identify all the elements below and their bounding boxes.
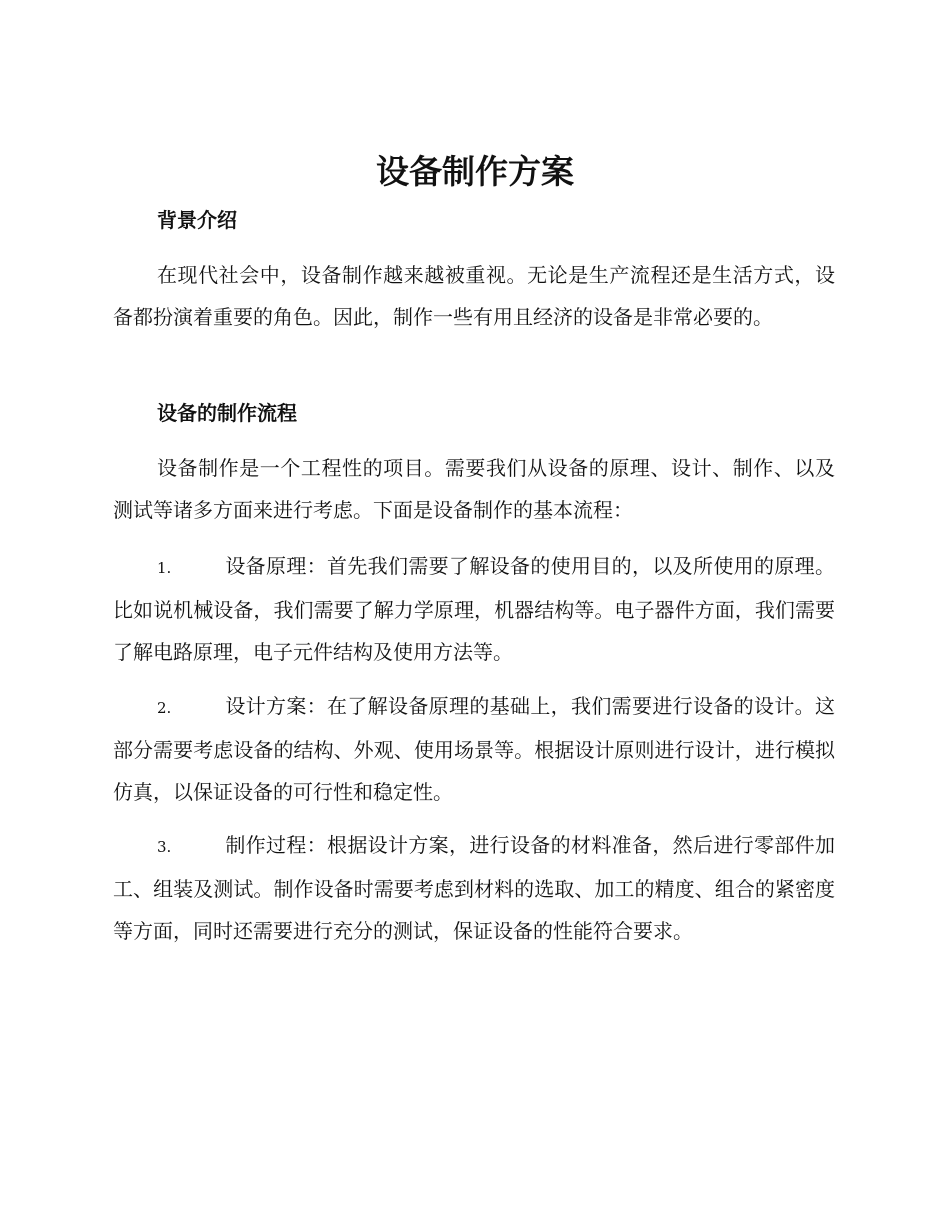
list-item	[113, 545, 835, 673]
paragraph-process-intro: 设备制作是一个工程性的项目。需要我们从设备的原理、设计、制作、以及测试等诸多方面来进行考虑。下面是设备制作的基本流程：	[113, 456, 835, 522]
list-item-number: 3.	[157, 838, 172, 856]
list-item	[113, 685, 835, 813]
section-heading-background: 背景介绍	[157, 208, 237, 232]
list-item-number: 2.	[157, 699, 172, 717]
list-item-text: 设备原理：首先我们需要了解设备的使用目的，以及所使用的原理。比如说机械设备，我们需要了解力学原理，机器结构等。电子器件方面，我们需要了解电路原理，电子元件结构及使用方法等。	[113, 554, 835, 664]
paragraph-background: 在现代社会中，设备制作越来越被重视。无论是生产流程还是生活方式，设备都扮演着重要的角色。因此，制作一些有用且经济的设备是非常必要的。	[113, 263, 835, 329]
list-item-text: 制作过程：根据设计方案，进行设备的材料准备，然后进行零部件加工、组装及测试。制作设备时需要考虑到材料的选取、加工的精度、组合的紧密度等方面，同时还需要进行充分的测试，保证设备的性能符合要求。	[113, 833, 835, 943]
section-heading-process: 设备的制作流程	[157, 401, 297, 425]
page-title: 设备制作方案	[376, 152, 574, 191]
list-item-text: 设计方案：在了解设备原理的基础上，我们需要进行设备的设计。这部分需要考虑设备的结构、外观、使用场景等。根据设计原则进行设计，进行模拟仿真，以保证设备的可行性和稳定性。	[113, 694, 835, 804]
list-item	[113, 824, 835, 952]
list-item-number: 1.	[157, 559, 172, 577]
